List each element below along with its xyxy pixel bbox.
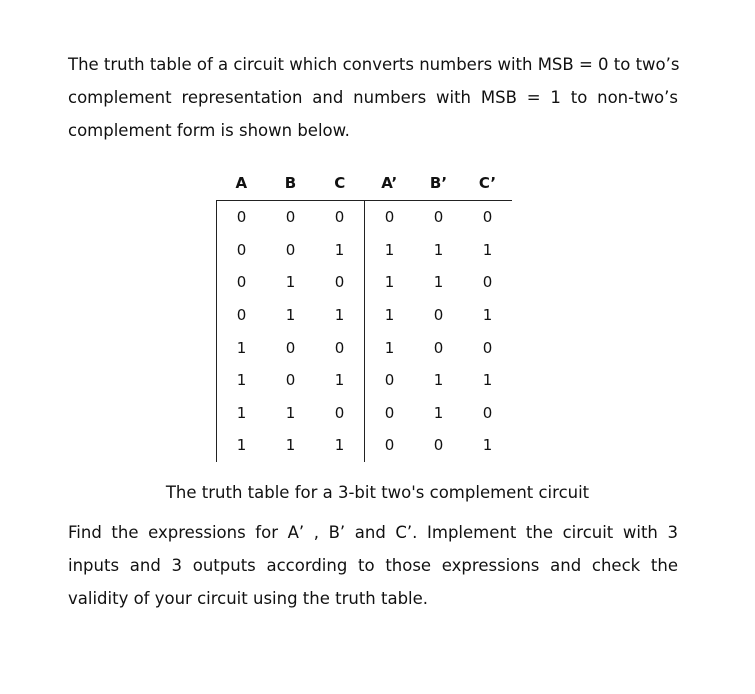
table-header-row [217, 166, 513, 201]
table-row [217, 266, 513, 299]
cell-b-prime: 1 [433, 371, 444, 390]
cell-b: 0 [285, 208, 296, 227]
header-a: A [217, 166, 267, 201]
cell-a-prime: 1 [365, 331, 415, 364]
cell-b: 1 [285, 273, 296, 292]
question-line-2: inputs and 3 outputs according to those expressions and check the [68, 556, 678, 575]
cell-b: 0 [285, 338, 296, 357]
cell-b: 1 [285, 403, 296, 422]
question-line-3: validity of your circuit using the truth table. [68, 589, 429, 608]
table-row [217, 331, 513, 364]
cell-b-prime: 0 [433, 306, 444, 325]
question-line-1: Find the expressions for A’ , B’ and C’. Implement the circuit with 3 [68, 523, 678, 542]
cell-a-prime: 0 [365, 397, 415, 430]
cell-c: 0 [334, 403, 345, 422]
table-row [217, 397, 513, 430]
table-row [217, 201, 513, 234]
cell-b: 0 [285, 240, 296, 259]
table-row [217, 364, 513, 397]
header-b: B [266, 166, 315, 201]
cell-c-prime: 1 [482, 240, 493, 259]
header-b-prime: B’ [414, 166, 463, 201]
cell-a-prime: 0 [365, 364, 415, 397]
intro-line-1: The truth table of a circuit which converts numbers with MSB = 0 to two’s [68, 55, 680, 74]
cell-b-prime: 1 [433, 240, 444, 259]
cell-a-prime: 0 [365, 429, 415, 462]
cell-c: 1 [334, 436, 345, 455]
cell-b-prime: 0 [433, 208, 444, 227]
cell-b: 0 [285, 371, 296, 390]
cell-a: 0 [217, 266, 267, 299]
intro-line-3: complement form is shown below. [68, 121, 350, 140]
cell-a: 1 [217, 397, 267, 430]
cell-a: 1 [217, 364, 267, 397]
table-row [217, 234, 513, 267]
table-row [217, 299, 513, 332]
cell-a-prime: 0 [365, 201, 415, 234]
cell-c: 1 [334, 240, 345, 259]
table-row [217, 429, 513, 462]
cell-a: 0 [217, 299, 267, 332]
cell-b-prime: 0 [433, 436, 444, 455]
cell-b-prime: 1 [433, 403, 444, 422]
cell-c: 1 [334, 371, 345, 390]
cell-c-prime: 0 [482, 208, 493, 227]
header-c-prime: C’ [463, 166, 512, 201]
cell-b: 1 [285, 436, 296, 455]
cell-a-prime: 1 [365, 299, 415, 332]
cell-a-prime: 1 [365, 266, 415, 299]
cell-c-prime: 0 [482, 273, 493, 292]
cell-c-prime: 0 [482, 403, 493, 422]
table-caption: The truth table for a 3-bit two's complement circuit [165, 483, 590, 502]
cell-c-prime: 1 [482, 371, 493, 390]
cell-a: 0 [217, 201, 267, 234]
cell-c-prime: 1 [482, 436, 493, 455]
cell-b: 1 [285, 306, 296, 325]
cell-a: 1 [217, 331, 267, 364]
intro-line-2: complement representation and numbers with MSB = 1 to non-two’s [68, 88, 678, 107]
cell-c: 0 [334, 208, 345, 227]
cell-a-prime: 1 [365, 234, 415, 267]
cell-c: 0 [334, 338, 345, 357]
header-c: C [315, 166, 365, 201]
cell-a: 0 [217, 234, 267, 267]
cell-b-prime: 1 [433, 273, 444, 292]
cell-c: 1 [334, 306, 345, 325]
cell-c-prime: 0 [482, 338, 493, 357]
cell-c: 0 [334, 273, 345, 292]
intro-paragraph [68, 48, 678, 147]
question-paragraph [68, 516, 678, 615]
cell-a: 1 [217, 429, 267, 462]
cell-b-prime: 0 [433, 338, 444, 357]
cell-c-prime: 1 [482, 306, 493, 325]
header-a-prime: A’ [365, 166, 415, 201]
truth-table [216, 166, 512, 462]
